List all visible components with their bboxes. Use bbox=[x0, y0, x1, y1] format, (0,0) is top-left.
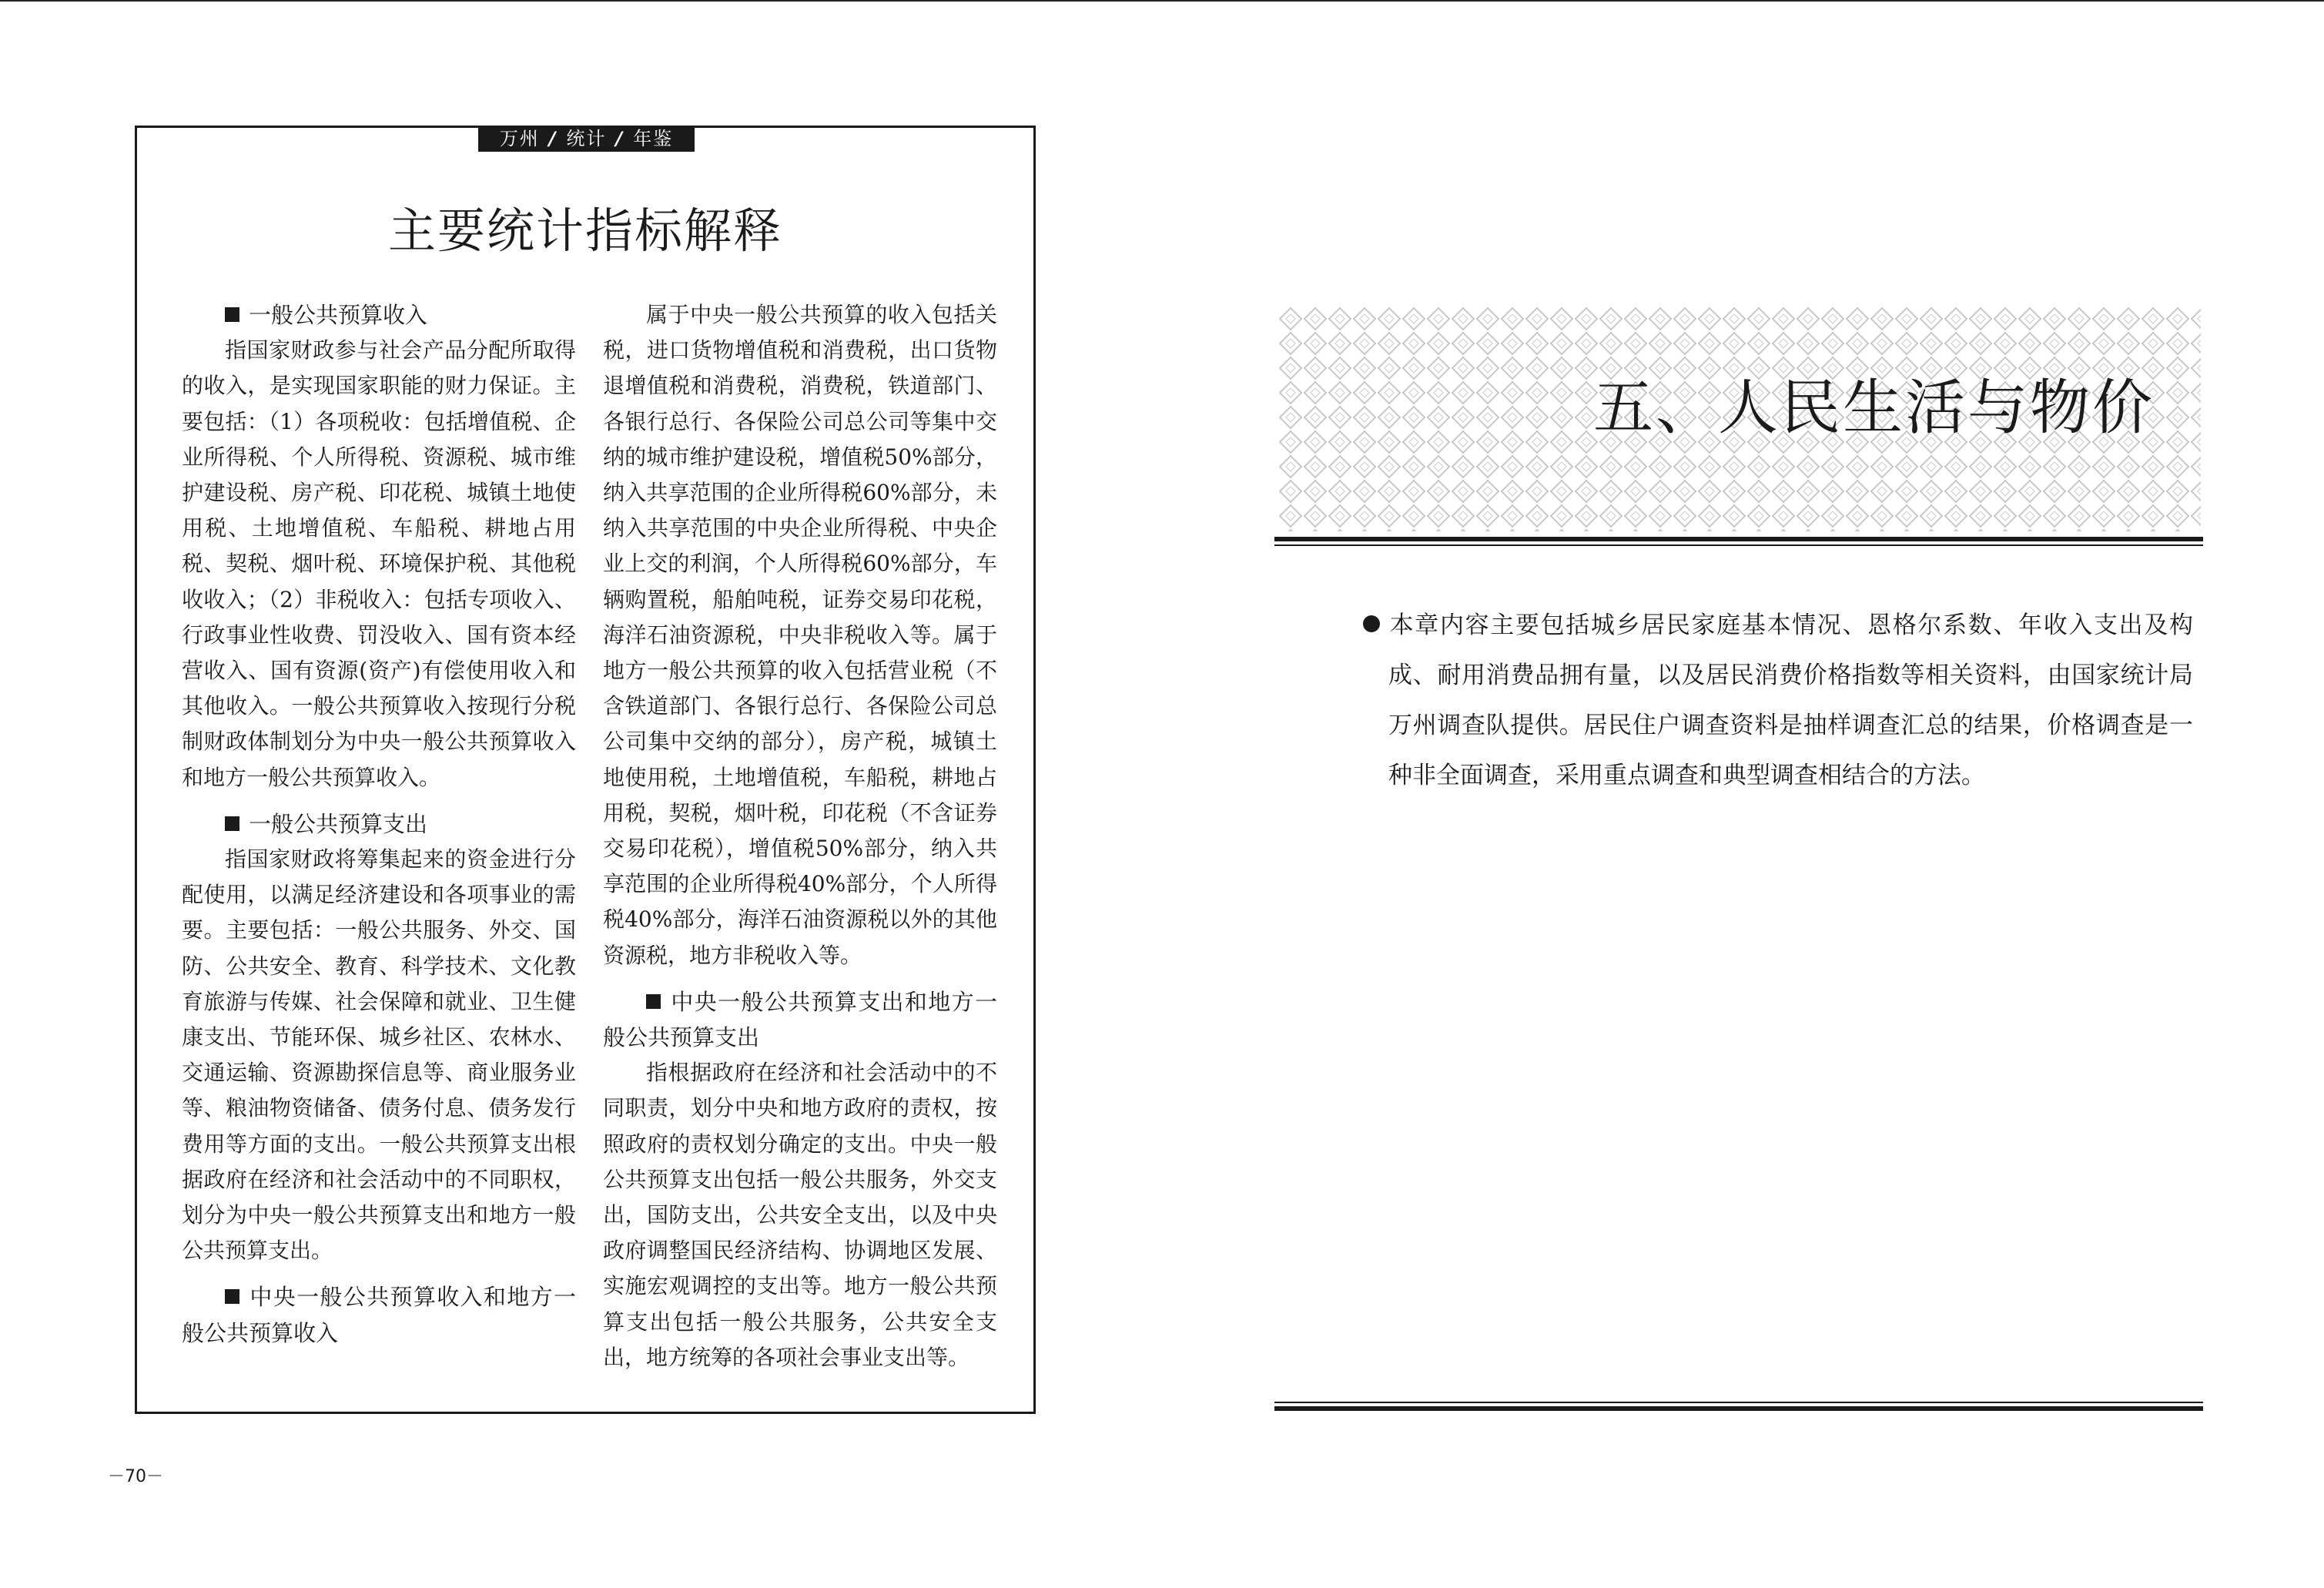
chapter-title: 五、人民生活与物价 bbox=[1592, 374, 2155, 443]
top-rule-thick bbox=[1274, 537, 2203, 541]
page-title: 主要统计指标解释 bbox=[387, 203, 782, 259]
paragraph: 指根据政府在经济和社会活动中的不同职责，划分中央和地方政府的责权，按照政府的责权划分确定的支出。中央一般公共预算支出包括一般公共服务，外交支出，国防支出，公共安全支出，以及中央政府调整国民经济结构、协调地区发展、实施宏观调控的支出等。地方一般公共预算支出包括一般公共服务，公共安全支出，地方统筹的各项社会事业支出等。 bbox=[603, 1060, 997, 1370]
top-edge-line bbox=[0, 0, 2324, 2]
top-rule-thin bbox=[1274, 544, 2203, 546]
header-separator: / bbox=[548, 128, 558, 149]
header-word-tongji: 统计 bbox=[566, 128, 607, 149]
section-heading: 中央一般公共预算收入和地方一般公共预算收入 bbox=[182, 1284, 576, 1346]
text-column-left bbox=[182, 297, 576, 1351]
header-separator: / bbox=[615, 128, 625, 149]
square-bullet-icon bbox=[646, 994, 661, 1009]
square-bullet-icon bbox=[225, 1289, 239, 1304]
square-bullet-icon bbox=[225, 816, 239, 831]
section-heading: 中央一般公共预算支出和地方一般公共预算支出 bbox=[603, 988, 997, 1051]
paragraph: 指国家财政参与社会产品分配所取得的收入，是实现国家职能的财力保证。主要包括：（1）各项税收：包括增值税、企业所得税、个人所得税、资源税、城市维护建设税、房产税、印花税、城镇土地使用税、土地增值税、车船税、耕地占用税、契税、烟叶税、环境保护税、其他税收收入；（2）非税收入：包括专项收入、行政事业性收费、罚没收入、国有资本经营收入、国有资源(资产)有偿使用收入和其他收入。一般公共预算收入按现行分税制财政体制划分为中央一般公共预算收入和地方一般公共预算收入。 bbox=[182, 337, 576, 790]
paragraph: 指国家财政将筹集起来的资金进行分配使用，以满足经济建设和各项事业的需要。主要包括：一般公共服务、外交、国防、公共安全、教育、科学技术、文化教育旅游与传媒、社会保障和就业、卫生健康支出、节能环保、城乡社区、农林水、交通运输、资源勘探信息等、商业服务业等、粮油物资储备、债务付息、债务发行费用等方面的支出。一般公共预算支出根据政府在经济和社会活动中的不同职权，划分为中央一般公共预算支出和地方一般公共预算支出。 bbox=[182, 846, 576, 1264]
section-heading: 一般公共预算支出 bbox=[182, 806, 576, 842]
section-heading: 一般公共预算收入 bbox=[182, 297, 576, 333]
round-bullet-icon bbox=[1363, 615, 1380, 632]
page-number: －70－ bbox=[108, 1467, 163, 1486]
square-bullet-icon bbox=[225, 307, 239, 322]
text-column-right bbox=[603, 297, 997, 1375]
chapter-intro: 本章内容主要包括城乡居民家庭基本情况、恩格尔系数、年收入支出及构成、耐用消费品拥有量，以及居民消费价格指数等相关资料，由国家统计局万州调查队提供。居民住户调查资料是抽样调查汇总的结果，价格调查是一种非全面调查，采用重点调查和典型调查相结合的方法。 bbox=[1363, 601, 2193, 801]
yearbook-header-tab bbox=[478, 126, 695, 152]
bottom-rule-thin bbox=[1274, 1402, 2203, 1403]
paragraph: 属于中央一般公共预算的收入包括关税，进口货物增值税和消费税，出口货物退增值税和消费税，消费税，铁道部门、各银行总行、各保险公司总公司等集中交纳的城市维护建设税，增值税50%部分，纳入共享范围的企业所得税60%部分，未纳入共享范围的中央企业所得税、中央企业上交的利润，个人所得税60%部分，车辆购置税，船舶吨税，证券交易印花税，海洋石油资源税，中央非税收入等。属于地方一般公共预算的收入包括营业税（不含铁道部门、各银行总行、各保险公司总公司集中交纳的部分），房产税，城镇土地使用税，土地增值税，车船税，耕地占用税，契税，烟叶税，印花税（不含证券交易印花税），增值税50%部分，纳入共享范围的企业所得税40%部分，个人所得税40%部分，海洋石油资源税以外的其他资源税，地方非税收入等。 bbox=[603, 302, 997, 968]
header-word-wanzhou: 万州 bbox=[499, 128, 540, 149]
bottom-rule-thick bbox=[1274, 1406, 2203, 1411]
header-word-nianjian: 年鉴 bbox=[633, 128, 674, 149]
chapter-banner bbox=[1278, 307, 2201, 531]
